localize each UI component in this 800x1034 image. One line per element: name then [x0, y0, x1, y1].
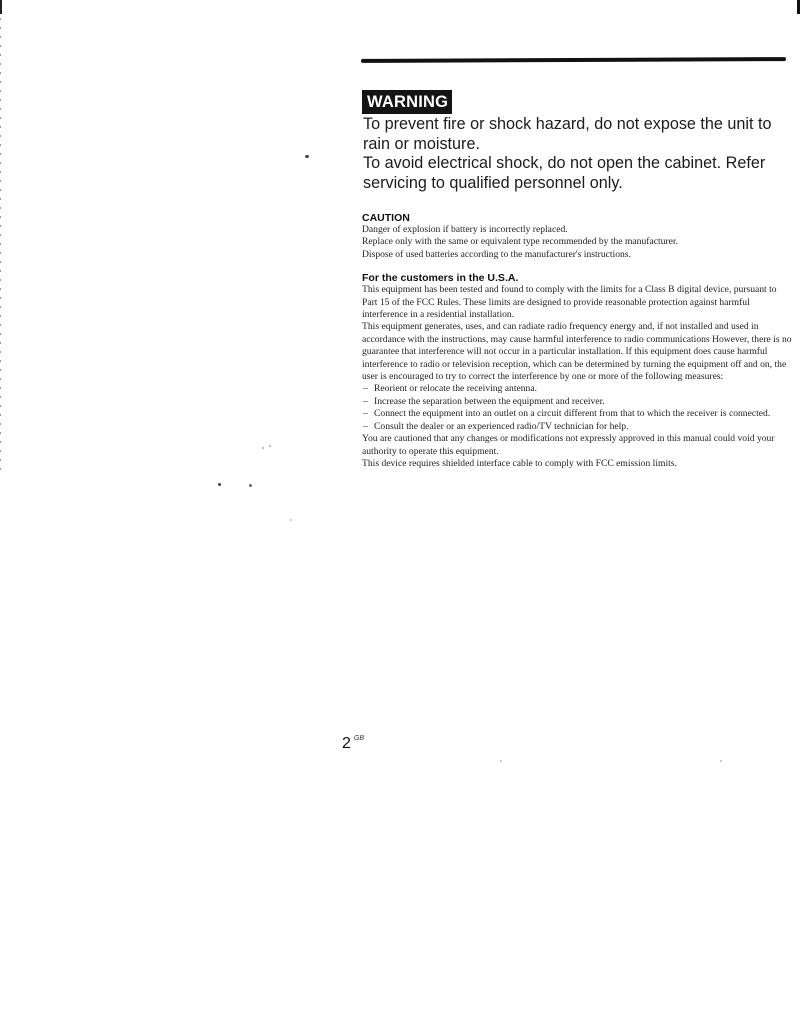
- caution-section: [362, 212, 792, 261]
- scan-speck: [218, 483, 221, 486]
- scan-speck: [262, 447, 264, 449]
- scan-edge-artifact: [0, 0, 1, 470]
- header-rule: [361, 57, 786, 63]
- scan-speck: [290, 519, 292, 521]
- warning-line: To avoid electrical shock, do not open the cabinet. Refer servicing to qualified personnel only.: [363, 154, 766, 192]
- measure-item: – Connect the equipment into an outlet on a circuit different from that to which the receiver is connected.: [362, 408, 792, 420]
- measures-list: [362, 383, 792, 433]
- usa-heading: For the customers in the U.S.A.: [362, 272, 519, 285]
- caution-heading: CAUTION: [362, 212, 410, 224]
- shielded-cable-notice: This device requires shielded interface cable to comply with FCC emission limits.: [362, 457, 677, 469]
- fcc-text: [362, 284, 792, 470]
- region-code: GB: [353, 735, 365, 742]
- usa-fcc-section: [362, 272, 792, 470]
- measure-item: – Reorient or relocate the receiving antenna.: [362, 383, 792, 395]
- scan-speck: [720, 760, 722, 762]
- warning-badge: WARNING: [362, 90, 452, 114]
- measure-item: – Consult the dealer or an experienced radio/TV technician for help.: [362, 421, 792, 433]
- warning-text: [363, 115, 792, 193]
- scan-speck: [269, 445, 271, 447]
- scan-speck: [500, 760, 502, 762]
- caution-text: [362, 224, 792, 261]
- safety-information: [362, 90, 792, 470]
- fcc-paragraph: This equipment has been tested and found to comply with the limits for a Class B digital device, pursuant to Part 15 of the FCC Rules. These limits are designed to provide reasonable protection against harmful interference in a residential installation.: [362, 284, 777, 321]
- scan-speck: [249, 484, 252, 487]
- measure-item: – Increase the separation between the equipment and receiver.: [362, 396, 792, 408]
- warning-line: To prevent fire or shock hazard, do not expose the unit to rain or moisture.: [363, 115, 772, 153]
- page-number: [342, 735, 364, 753]
- modification-notice: You are cautioned that any changes or modifications not expressly approved in this manual could void your authority to operate this equipment.: [362, 433, 775, 457]
- caution-line: Replace only with the same or equivalent type recommended by the manufacturer.: [362, 236, 678, 248]
- warning-section: [362, 90, 792, 193]
- caution-line: Dispose of used batteries according to the manufacturer's instructions.: [362, 248, 631, 260]
- scan-speck: [305, 155, 309, 158]
- page-number-value: 2: [342, 735, 351, 752]
- fcc-paragraph: This equipment generates, uses, and can radiate radio frequency energy and, if not installed and used in accordance with the instructions, may cause harmful interference to radio communications However, there is no guarantee that interference will not occur in a particular installation. If this equipment does cause harmful interference to radio or television reception, which can be determined by turning the equipment off and on, the user is encouraged to try to correct the interference by one or more of the following measures:: [362, 321, 792, 383]
- scan-crop-mark-left: [0, 0, 2, 14]
- caution-line: Danger of explosion if battery is incorrectly replaced.: [362, 224, 568, 235]
